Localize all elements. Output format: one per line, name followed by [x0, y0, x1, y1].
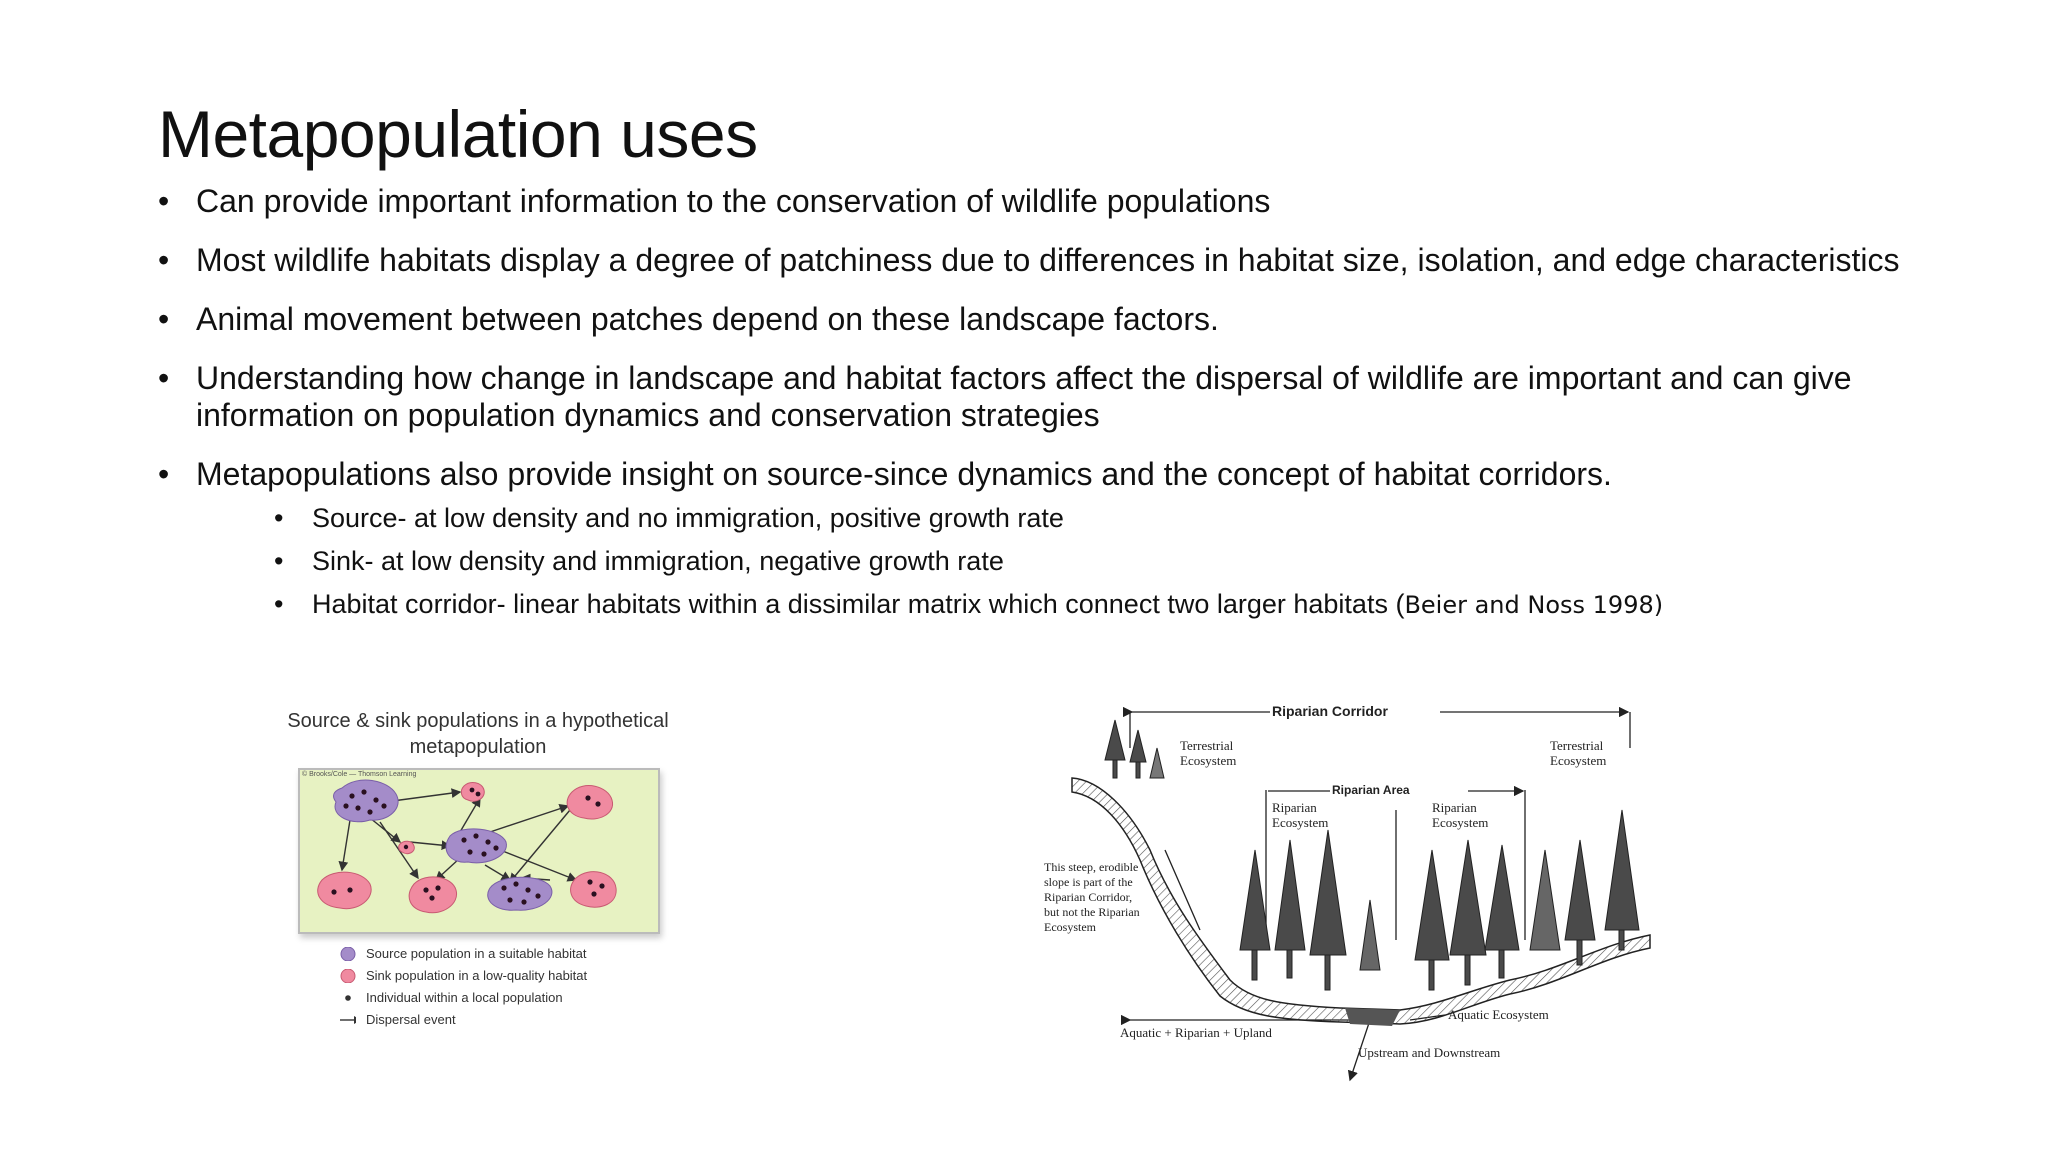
habitat-map	[298, 768, 660, 934]
figure-title	[268, 708, 688, 760]
copyright-text: © Brooks/Cole — Thomson Learning	[302, 771, 417, 778]
dispersal-arrow	[410, 842, 450, 846]
individual-dot-icon	[340, 991, 356, 1005]
legend-item	[340, 965, 587, 987]
dispersal-arrow	[342, 820, 350, 870]
source-patch	[488, 877, 552, 910]
bullet-item: • Most wildlife habitats display a degree of patchiness due to differences in habitat size, isolation, and edge characteristics	[158, 242, 1988, 279]
legend-item	[340, 1009, 587, 1031]
source-patch	[334, 780, 399, 822]
terrestrial-right-label	[1550, 738, 1606, 768]
slope-note-label	[1044, 860, 1140, 935]
aquatic-upland-label: Aquatic + Riparian + Upland	[1120, 1025, 1272, 1040]
sub-bullet-text: Sink- at low density and immigration, negative growth rate	[312, 546, 1004, 576]
legend-label: Individual within a local population	[366, 990, 563, 1005]
sub-bullet-item	[274, 501, 1988, 535]
dispersal-arrow	[500, 850, 576, 880]
slide-title: Metapopulation uses	[158, 97, 758, 171]
bullet-item-with-subs	[158, 456, 1988, 622]
legend-item	[340, 943, 587, 965]
dispersal-arrow	[460, 798, 480, 832]
figure-title-line: metapopulation	[409, 736, 547, 758]
riparian-corridor-figure	[1040, 700, 1680, 1100]
sink-swatch-icon	[340, 969, 356, 983]
habitat-map-graphic	[300, 770, 658, 932]
bullet-item: • Can provide important information to the conservation of wildlife populations	[158, 183, 1988, 220]
figure-legend	[340, 943, 587, 1031]
label-line: Riparian	[1272, 800, 1317, 815]
source-swatch-icon	[340, 947, 356, 961]
label-line: Ecosystem	[1272, 815, 1329, 830]
bullet-text: Metapopulations also provide insight on source-since dynamics and the concept of habitat corridors.	[196, 456, 1612, 492]
label-line: Ecosystem	[1432, 815, 1489, 830]
figure-title-line: Source & sink populations in a hypothetical	[287, 710, 669, 732]
label-line: Terrestrial	[1180, 738, 1234, 753]
riparian-ecosystem-left-label	[1272, 800, 1328, 830]
citation: Beier and Noss 1998)	[1404, 591, 1664, 619]
label-line: slope is part of the	[1044, 875, 1133, 889]
dispersal-arrow-icon	[340, 1013, 356, 1027]
sink-patch	[567, 786, 612, 819]
sink-patch	[571, 872, 617, 908]
sub-bullet-text: Habitat corridor- linear habitats within a dissimilar matrix which connect two larger habitats (	[312, 589, 1405, 619]
metapopulation-figure	[268, 700, 688, 1150]
sub-bullet-item	[274, 587, 1988, 622]
dispersal-arrow	[485, 865, 510, 880]
legend-label: Sink population in a low-quality habitat	[366, 968, 588, 983]
sink-patch	[409, 877, 456, 913]
aquatic-ecosystem-label: Aquatic Ecosystem	[1448, 1007, 1549, 1022]
legend-label: Dispersal event	[366, 1012, 456, 1027]
stream-icon	[1345, 1008, 1400, 1026]
riparian-corridor-label: Riparian Corridor	[1272, 703, 1388, 719]
label-line: Terrestrial	[1550, 738, 1604, 753]
sub-bullet-item	[274, 544, 1988, 578]
upstream-downstream-label: Upstream and Downstream	[1358, 1045, 1501, 1060]
bullet-list	[158, 183, 1988, 644]
label-line: Riparian	[1432, 800, 1477, 815]
sink-patch	[318, 872, 371, 909]
bullet-item: • Understanding how change in landscape and habitat factors affect the dispersal of wildlife are important and can give information on population dynamics and conservation strategies	[158, 360, 1988, 434]
label-line: Ecosystem	[1044, 920, 1096, 934]
label-line: Riparian Corridor,	[1044, 890, 1133, 904]
riparian-ecosystem-right-label	[1432, 800, 1488, 830]
dispersal-arrow	[510, 810, 570, 882]
sub-bullet-list	[196, 501, 1988, 622]
label-line: Ecosystem	[1550, 753, 1607, 768]
legend-item	[340, 987, 587, 1009]
label-line: but not the Riparian	[1044, 905, 1140, 919]
label-line: This steep, erodible	[1044, 860, 1139, 874]
bullet-item: • Animal movement between patches depend on these landscape factors.	[158, 301, 1988, 338]
dispersal-arrow	[490, 806, 568, 832]
ground-profile	[1072, 778, 1650, 1024]
sub-bullet-text: Source- at low density and no immigration, positive growth rate	[312, 503, 1064, 533]
label-line: Ecosystem	[1180, 753, 1237, 768]
riparian-area-label: Riparian Area	[1332, 783, 1410, 797]
legend-label: Source population in a suitable habitat	[366, 946, 587, 961]
terrestrial-left-label	[1180, 738, 1236, 768]
